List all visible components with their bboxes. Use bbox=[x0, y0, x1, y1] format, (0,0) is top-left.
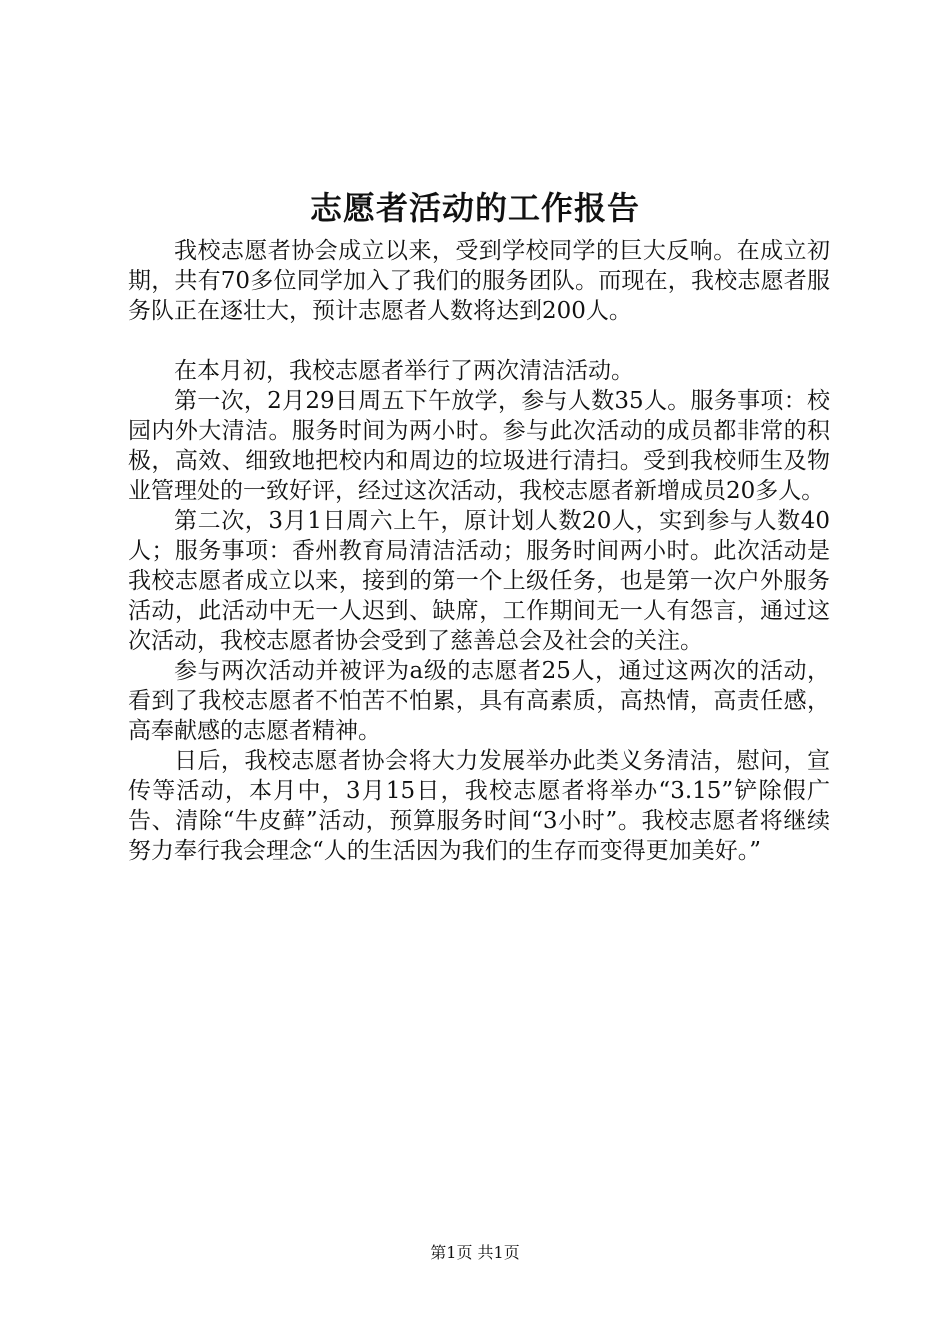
document-title: 志愿者活动的工作报告 bbox=[309, 189, 640, 227]
page-footer: 第1页 共1页 bbox=[430, 1243, 520, 1262]
document-body bbox=[128, 236, 830, 866]
paragraph-intro: 我校志愿者协会成立以来，受到学校同学的巨大反响。在成立初期，共有70多位同学加入了我们的服务团队。而现在，我校志愿者服务队正在逐壮大，预计志愿者人数将达到200人。 bbox=[128, 238, 830, 324]
paragraph-volunteer-spirit: 参与两次活动并被评为a级的志愿者25人，通过这两次的活动，看到了我校志愿者不怕苦不怕累，具有高素质，高热情，高责任感，高奉献感的志愿者精神。 bbox=[128, 658, 830, 744]
paragraph-future-plans: 日后，我校志愿者协会将大力发展举办此类义务清洁，慰问，宣传等活动，本月中，3月15日，我校志愿者将举办“3.15”铲除假广告、清除“牛皮藓”活动，预算服务时间“3小时”。我校志愿者将继续努力奉行我会理念“人的生活因为我们的生存而变得更加美好。” bbox=[128, 748, 830, 864]
paragraph-overview: 在本月初，我校志愿者举行了两次清洁活动。 bbox=[174, 358, 634, 384]
paragraph-first-event: 第一次，2月29日周五下午放学，参与人数35人。服务事项：校园内外大清洁。服务时间为两小时。参与此次活动的成员都非常的积极，高效、细致地把校内和周边的垃圾进行清扫。受到我校师生及物业管理处的一致好评，经过这次活动，我校志愿者新增成员20多人。 bbox=[128, 388, 830, 504]
paragraph-second-event: 第二次，3月1日周六上午，原计划人数20人，实到参与人数40人；服务事项：香州教育局清洁活动；服务时间两小时。此次活动是我校志愿者成立以来，接到的第一个上级任务，也是第一次户外服务活动，此活动中无一人迟到、缺席，工作期间无一人有怨言，通过这次活动，我校志愿者协会受到了慈善总会及社会的关注。 bbox=[128, 508, 830, 654]
